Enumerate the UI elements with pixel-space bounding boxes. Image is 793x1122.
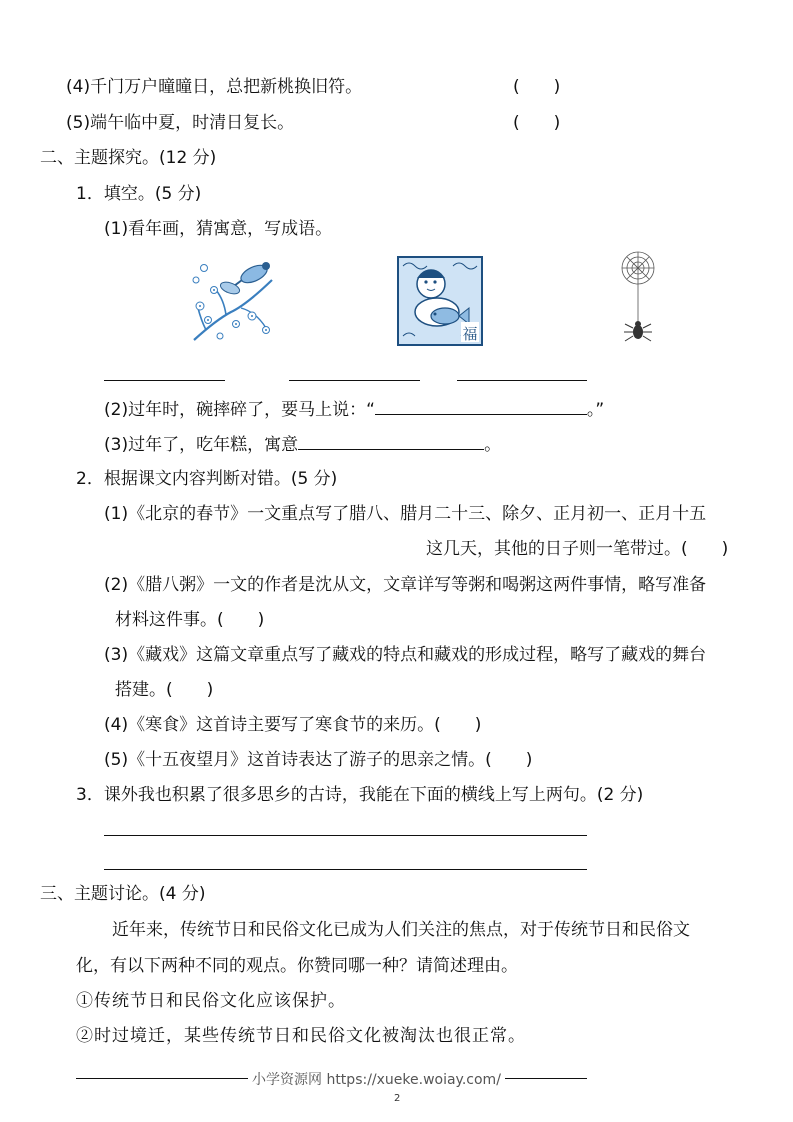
spider-web-icon <box>612 250 664 350</box>
viewpoint-1: ①传统节日和民俗文化应该保护。 <box>76 991 346 1011</box>
judge-2-1-line-b: 这几天，其他的日子则一笔带过。( ) <box>426 539 729 559</box>
answer-paren[interactable]: ( ) <box>513 77 561 97</box>
discussion-paragraph-line-2: 化，有以下两种不同的观点。你赞同哪一种？请简述理由。 <box>76 956 518 976</box>
magpie-plum-icon <box>186 250 278 350</box>
answer-paren[interactable]: ( ) <box>513 113 561 133</box>
question-2-3: 3．课外我也积累了很多思乡的古诗，我能在下面的横线上写上两句。(2 分) <box>76 785 644 805</box>
poem-answer-line-2[interactable] <box>104 869 587 870</box>
judge-2-1-line-a: (1)《北京的春节》一文重点写了腊八、腊月二十三、除夕、正月初一、正月十五 <box>104 504 707 524</box>
idiom-answer-line-2[interactable] <box>289 380 420 381</box>
judge-2-2-line-a: (2)《腊八粥》一文的作者是沈从文，文章详写等粥和喝粥这两件事情，略写准备 <box>104 575 707 595</box>
idiom-answer-line-3[interactable] <box>457 380 587 381</box>
question-2-1-3: (3)过年了，吃年糕，寓意 。 <box>104 435 502 455</box>
judge-2-4: (4)《寒食》这首诗主要写了寒食节的来历。( ) <box>104 715 482 735</box>
question-2-2: 2．根据课文内容判断对错。(5 分) <box>76 469 338 489</box>
page-number: 2 <box>394 1093 401 1104</box>
fu-character: 福 <box>462 325 478 343</box>
question-2-1-2: (2)过年时，碗摔碎了，要马上说：“ 。” <box>104 400 605 420</box>
answer-blank[interactable] <box>375 398 587 415</box>
question-2-1: 1．填空。(5 分) <box>76 184 202 204</box>
judge-item-4: (4)千门万户曈曈日，总把新桃换旧符。 <box>66 77 363 97</box>
judge-2-3-line-a: (3)《藏戏》这篇文章重点写了藏戏的特点和藏戏的形成过程，略写了藏戏的舞台 <box>104 645 707 665</box>
judge-2-5: (5)《十五夜望月》这首诗表达了游子的思亲之情。( ) <box>104 750 533 770</box>
child-fish-icon <box>397 256 483 346</box>
section-3-title: 三、主题讨论。(4 分) <box>40 884 206 904</box>
question-2-1-1: (1)看年画，猜寓意，写成语。 <box>104 219 333 239</box>
judge-item-5: (5)端午临中夏，时清日复长。 <box>66 113 295 133</box>
answer-blank[interactable] <box>298 433 484 450</box>
footer-watermark-url: 小学资源网 https://xueke.woiay.com/ <box>248 1069 505 1089</box>
judge-2-2-line-b: 材料这件事。( ) <box>115 610 265 630</box>
idiom-answer-line-1[interactable] <box>104 380 225 381</box>
discussion-paragraph-line-1: 近年来，传统节日和民俗文化已成为人们关注的焦点，对于传统节日和民俗文 <box>112 920 690 940</box>
poem-answer-line-1[interactable] <box>104 835 587 836</box>
judge-2-3-line-b: 搭建。( ) <box>115 680 214 700</box>
section-2-title: 二、主题探究。(12 分) <box>40 148 217 168</box>
viewpoint-2: ②时过境迁，某些传统节日和民俗文化被淘汰也很正常。 <box>76 1026 526 1046</box>
